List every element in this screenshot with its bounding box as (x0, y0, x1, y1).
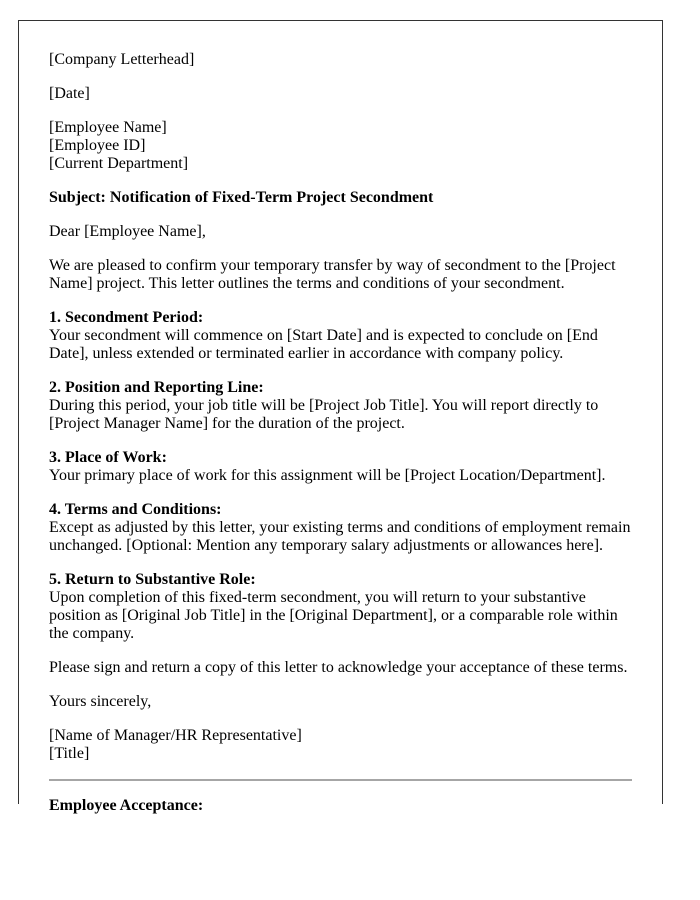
section-place-of-work (49, 449, 632, 485)
salutation: Dear [Employee Name], (49, 223, 206, 240)
section-terms-and-conditions-heading: 4. Terms and Conditions: (49, 501, 222, 518)
section-secondment-period (49, 309, 632, 363)
intro-paragraph: We are pleased to confirm your temporary transfer by way of secondment to the [Project Name] project. This letter outlines the terms and conditions of your secondment. (49, 257, 616, 292)
section-secondment-period-body: Your secondment will commence on [Start Date] and is expected to conclude on [End Date], unless extended or terminated earlier in accordance with company policy. (49, 327, 598, 362)
recipient-employee-id: [Employee ID] (49, 137, 146, 154)
section-terms-and-conditions (49, 501, 632, 555)
section-return-to-substantive-role-body: Upon completion of this fixed-term secondment, you will return to your substantive position as [Original Job Title] in the [Original Department], or a comparable role within the company. (49, 589, 618, 642)
signature-block (49, 727, 632, 763)
closing-request: Please sign and return a copy of this letter to acknowledge your acceptance of these terms. (49, 659, 628, 676)
date-line: [Date] (49, 85, 90, 102)
employee-acceptance-heading: Employee Acceptance: (49, 797, 204, 814)
sign-off: Yours sincerely, (49, 693, 152, 710)
section-position-reporting-line-heading: 2. Position and Reporting Line: (49, 379, 264, 396)
section-position-reporting-line-body: During this period, your job title will be [Project Job Title]. You will report directly to [Project Manager Name] for the duration of the project. (49, 397, 599, 432)
letter-page (18, 20, 663, 814)
recipient-name: [Employee Name] (49, 119, 167, 136)
subject-line: Subject: Notification of Fixed-Term Project Secondment (49, 189, 434, 206)
letterhead-placeholder: [Company Letterhead] (49, 51, 195, 68)
signature-title: [Title] (49, 745, 90, 762)
section-secondment-period-heading: 1. Secondment Period: (49, 309, 204, 326)
section-terms-and-conditions-body: Except as adjusted by this letter, your existing terms and conditions of employment remain unchanged. [Optional: Mention any temporary salary adjustments or allowances here]. (49, 519, 631, 554)
section-place-of-work-heading: 3. Place of Work: (49, 449, 167, 466)
recipient-block (49, 119, 632, 173)
acceptance-divider (49, 779, 632, 781)
section-place-of-work-body: Your primary place of work for this assignment will be [Project Location/Department]. (49, 467, 606, 484)
signature-name: [Name of Manager/HR Representative] (49, 727, 302, 744)
section-position-reporting-line (49, 379, 632, 433)
section-return-to-substantive-role-heading: 5. Return to Substantive Role: (49, 571, 256, 588)
recipient-department: [Current Department] (49, 155, 189, 172)
section-return-to-substantive-role (49, 571, 632, 643)
